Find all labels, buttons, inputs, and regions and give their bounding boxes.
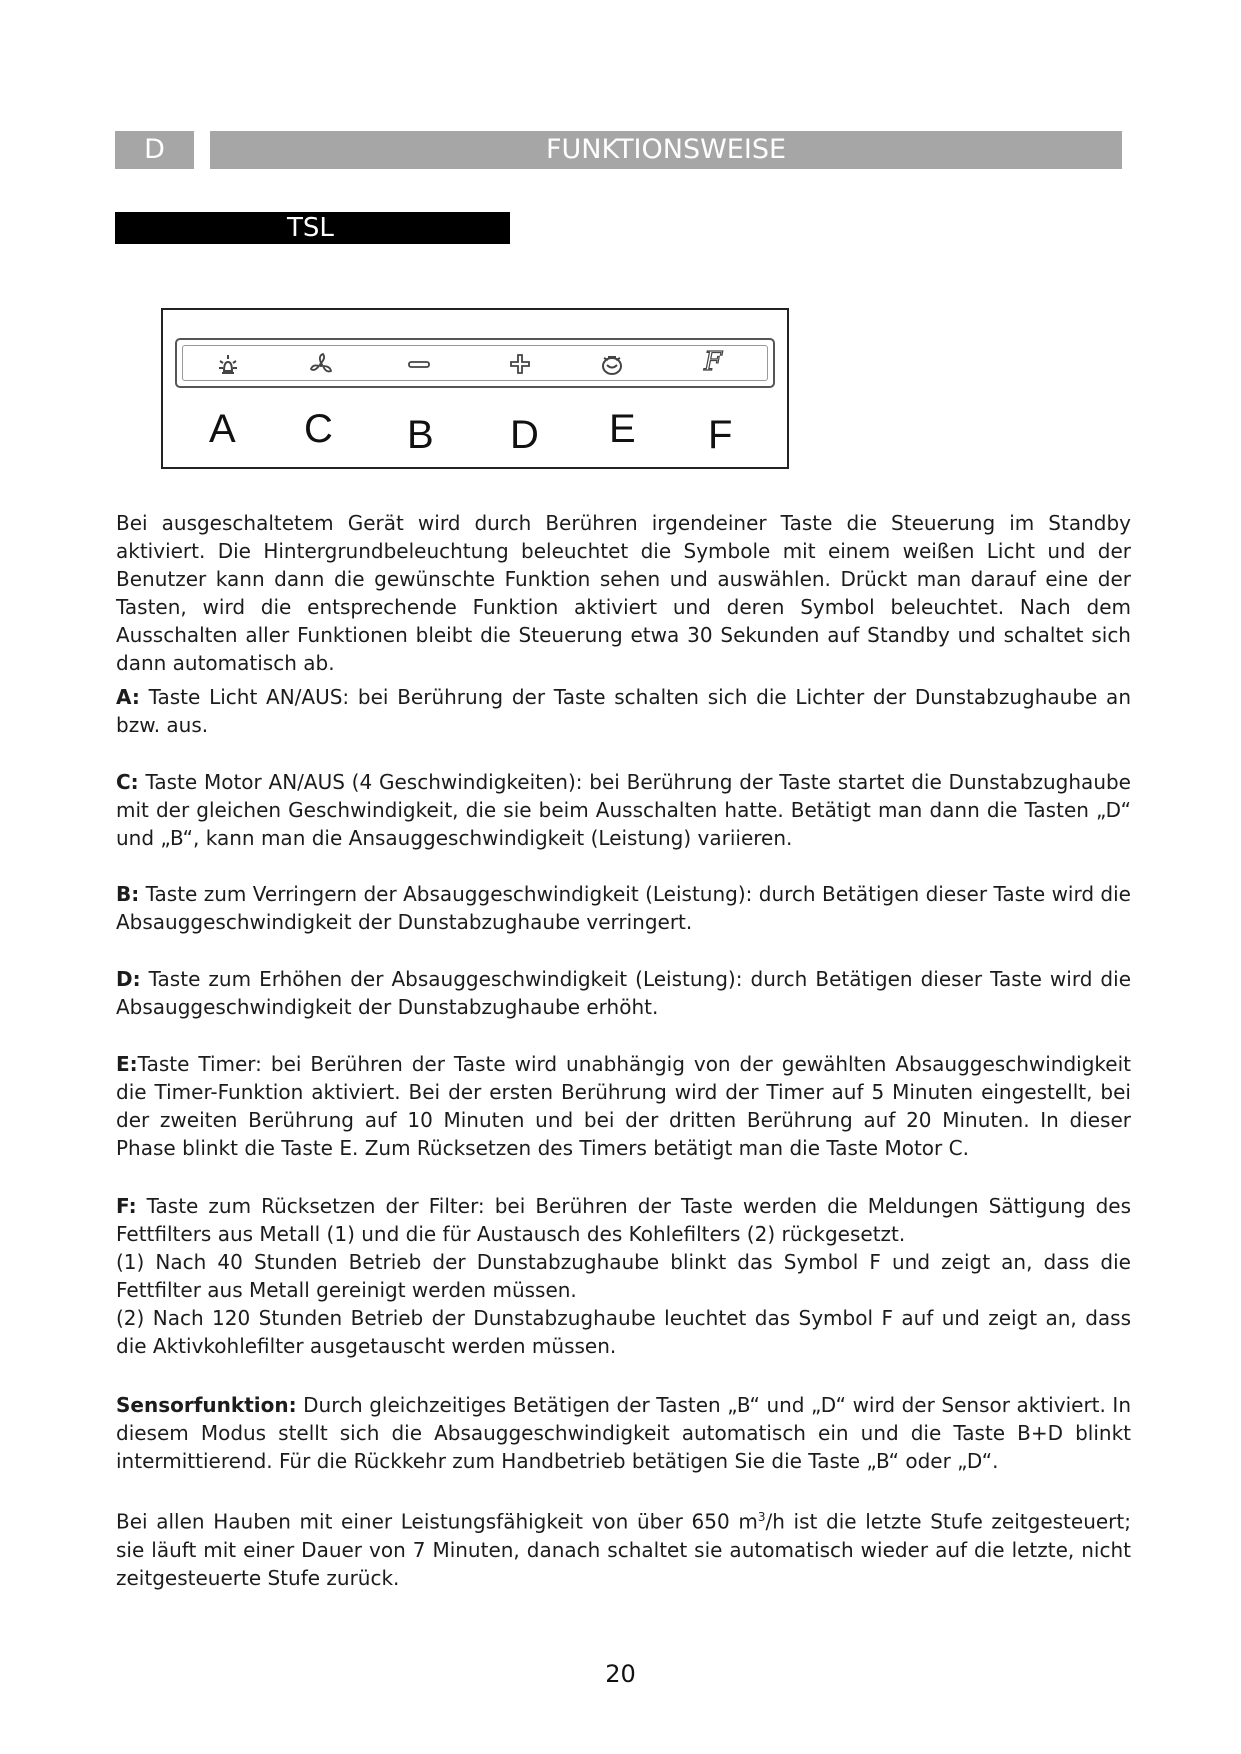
section-sensor (116, 1391, 1131, 1475)
light-icon (213, 351, 243, 375)
control-panel-strip (175, 338, 775, 388)
model-label: TSL (287, 213, 334, 243)
section-text: Taste Motor AN/AUS (4 Geschwindigkeiten): bei Berührung der Taste startet die Dunstabzughaube mit der gleichen Geschwindigkeit, die sie beim Ausschalten hatte. Betätigt man dann die Tasten „D“ und „B“, kann man die Ansauggeschwindigkeit (Leistung) variieren. (116, 770, 1131, 850)
panel-letter-a: A (209, 407, 236, 451)
section-text: Taste zum Erhöhen der Absauggeschwindigkeit (Leistung): durch Betätigen dieser Taste wird die Absauggeschwindigkeit der Dunstabzughaube erhöht. (116, 967, 1131, 1019)
timer-icon (597, 351, 627, 375)
language-tab: D (115, 131, 194, 169)
section-text: Taste Timer: bei Berühren der Taste wird unabhängig von der gewählten Absauggeschwindigkeit die Timer-Funktion aktiviert. Bei der ersten Berührung wird der Timer auf 5 Minuten eingestellt, bei der zweiten Berührung auf 10 Minuten und bei der dritten Berührung auf 20 Minuten. In dieser Phase blinkt die Taste E. Zum Rücksetzen des Timers betätigt man die Taste Motor C. (116, 1052, 1131, 1160)
panel-letter-d: D (510, 413, 539, 457)
section-label: C: (116, 770, 139, 794)
minus-icon (404, 351, 434, 375)
section-label: Sensorfunktion: (116, 1393, 297, 1417)
closing-superscript: 3 (757, 1510, 766, 1524)
intro-text: Bei ausgeschaltetem Gerät wird durch Berühren irgendeiner Taste die Steuerung im Standby aktiviert. Die Hintergrundbeleuchtung beleuchtet die Symbole mit einem weißen Licht und der Benutzer kann dann die gewünschte Funktion sehen und auswählen. Drückt man darauf eine der Tasten, wird die entsprechende Funktion aktiviert und deren Symbol beleuchtet. Nach dem Ausschalten aller Funktionen bleibt die Steuerung etwa 30 Sekunden auf Standby und schaltet sich dann automatisch ab. (116, 511, 1131, 675)
section-label: A: (116, 685, 140, 709)
section-e (116, 1050, 1131, 1162)
intro-paragraph (116, 509, 1131, 677)
section-f-note-1: (1) Nach 40 Stunden Betrieb der Dunstabzughaube blinkt das Symbol F und zeigt an, dass die Fettfilter aus Metall gereinigt werden müssen. (116, 1250, 1131, 1302)
section-label: D: (116, 967, 141, 991)
section-f (116, 1192, 1131, 1360)
section-d (116, 965, 1131, 1021)
section-label: E: (116, 1052, 138, 1076)
section-label: F: (116, 1194, 137, 1218)
panel-letter-c: C (304, 407, 333, 451)
plus-icon (505, 351, 535, 375)
control-panel-diagram (161, 308, 789, 469)
filter-f-icon: F (703, 347, 723, 377)
section-text: Taste Licht AN/AUS: bei Berührung der Taste schalten sich die Lichter der Dunstabzughaube an bzw. aus. (116, 685, 1131, 737)
fan-icon (306, 351, 336, 375)
panel-letter-e: E (609, 407, 636, 451)
closing-paragraph (116, 1503, 1131, 1592)
section-text: Taste zum Rücksetzen der Filter: bei Berühren der Taste werden die Meldungen Sättigung des Fettfilters aus Metall (1) und die für Austausch des Kohlefilters (2) rückgesetzt. (116, 1194, 1131, 1246)
model-heading (115, 212, 510, 244)
page-title: FUNKTIONSWEISE (210, 131, 1122, 169)
section-text: Taste zum Verringern der Absauggeschwindigkeit (Leistung): durch Betätigen dieser Taste wird die Absauggeschwindigkeit der Dunstabzughaube verringert. (116, 882, 1131, 934)
section-f-note-2: (2) Nach 120 Stunden Betrieb der Dunstabzughaube leuchtet das Symbol F auf und zeigt an, dass die Aktivkohlefilter ausgetauscht werden müssen. (116, 1306, 1131, 1358)
closing-text-after: /h ist die letzte Stufe zeitgesteuert; sie läuft mit einer Dauer von 7 Minuten, danach schaltet sie automatisch wieder auf die letzte, nicht zeitgesteuerte Stufe zurück. (116, 1509, 1131, 1590)
section-text: Durch gleichzeitiges Betätigen der Tasten „B“ und „D“ wird der Sensor aktiviert. In diesem Modus stellt sich die Absauggeschwindigkeit automatisch ein und die Taste B+D blinkt intermittierend. Für die Rückkehr zum Handbetrieb betätigen Sie die Taste „B“ oder „D“. (116, 1393, 1131, 1473)
section-c (116, 768, 1131, 852)
section-label: B: (116, 882, 140, 906)
panel-letter-f: F (708, 413, 733, 457)
closing-text-before: Bei allen Hauben mit einer Leistungsfähigkeit von über 650 m (116, 1509, 758, 1534)
section-a (116, 683, 1131, 739)
page-number: 20 (605, 1660, 636, 1688)
panel-letter-b: B (407, 413, 434, 457)
section-b (116, 880, 1131, 936)
